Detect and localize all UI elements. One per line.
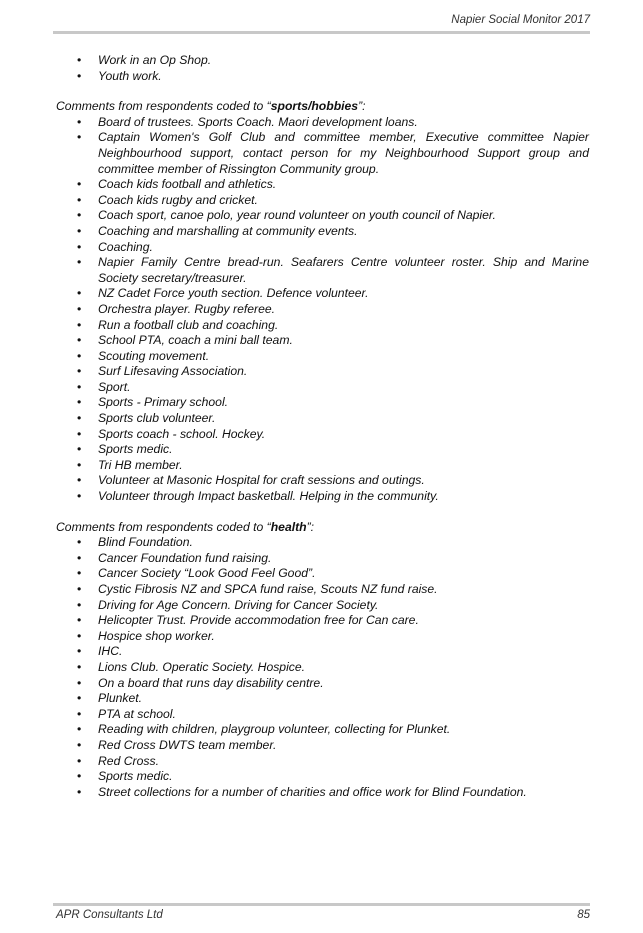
list-item: • IHC. xyxy=(56,644,589,660)
list-item: • Coach kids rugby and cricket. xyxy=(56,193,589,209)
list-item: • Sports club volunteer. xyxy=(56,411,589,427)
header-divider xyxy=(53,31,590,34)
list-item: • Cancer Society “Look Good Feel Good”. xyxy=(56,566,589,582)
document-body xyxy=(56,53,589,800)
list-item: • Captain Women's Golf Club and committee member, Executive committee Napier Neighbourhood support, contact person for my Neighbourhood Support group and committee member of Rissington Community group. xyxy=(56,130,589,177)
section-intro-sports: Comments from respondents coded to “sports/hobbies”: xyxy=(56,99,366,114)
list-item: • Sports medic. xyxy=(56,442,589,458)
category-label: sports/hobbies xyxy=(270,99,359,114)
category-label: health xyxy=(270,519,307,534)
footer-divider xyxy=(53,903,590,906)
list-item: • Tri HB member. xyxy=(56,458,589,474)
list-item: • On a board that runs day disability centre. xyxy=(56,676,589,692)
list-item: • Coaching and marshalling at community events. xyxy=(56,224,589,240)
list-item: • PTA at school. xyxy=(56,707,589,723)
list-item: • Board of trustees. Sports Coach. Maori development loans. xyxy=(56,115,589,131)
list-item: • Youth work. xyxy=(56,69,589,85)
list-item: • Volunteer through Impact basketball. Helping in the community. xyxy=(56,489,589,505)
list-item: • Coach sport, canoe polo, year round volunteer on youth council of Napier. xyxy=(56,208,589,224)
list-item: • Orchestra player. Rugby referee. xyxy=(56,302,589,318)
list-item: • Coach kids football and athletics. xyxy=(56,177,589,193)
health-bullet-list xyxy=(56,535,589,800)
list-item: • Reading with children, playgroup volunteer, collecting for Plunket. xyxy=(56,722,589,738)
top-bullet-list xyxy=(56,53,589,84)
list-item: • Blind Foundation. xyxy=(56,535,589,551)
list-item: • Surf Lifesaving Association. xyxy=(56,364,589,380)
section-intro-health: Comments from respondents coded to “health”: xyxy=(56,519,315,534)
sports-bullet-list xyxy=(56,115,589,505)
list-item: • Volunteer at Masonic Hospital for craft sessions and outings. xyxy=(56,473,589,489)
footer-company: APR Consultants Ltd xyxy=(56,909,163,921)
list-item: • School PTA, coach a mini ball team. xyxy=(56,333,589,349)
header-title: Napier Social Monitor 2017 xyxy=(451,14,590,26)
list-item: • Cystic Fibrosis NZ and SPCA fund raise, Scouts NZ fund raise. xyxy=(56,582,589,598)
list-item: • Scouting movement. xyxy=(56,349,589,365)
list-item: • Helicopter Trust. Provide accommodation free for Can care. xyxy=(56,613,589,629)
list-item: • Napier Family Centre bread-run. Seafarers Centre volunteer roster. Ship and Marine Society secretary/treasurer. xyxy=(56,255,589,286)
list-item: • Cancer Foundation fund raising. xyxy=(56,551,589,567)
list-item: • Sport. xyxy=(56,380,589,396)
list-item: • Red Cross DWTS team member. xyxy=(56,738,589,754)
page-number: 85 xyxy=(577,909,590,921)
list-item: • NZ Cadet Force youth section. Defence volunteer. xyxy=(56,286,589,302)
list-item: • Lions Club. Operatic Society. Hospice. xyxy=(56,660,589,676)
list-item: • Coaching. xyxy=(56,240,589,256)
list-item: • Run a football club and coaching. xyxy=(56,318,589,334)
list-item: • Work in an Op Shop. xyxy=(56,53,589,69)
list-item: • Sports - Primary school. xyxy=(56,395,589,411)
list-item: • Red Cross. xyxy=(56,754,589,770)
list-item: • Sports medic. xyxy=(56,769,589,785)
list-item: • Hospice shop worker. xyxy=(56,629,589,645)
list-item: • Driving for Age Concern. Driving for Cancer Society. xyxy=(56,598,589,614)
list-item: • Plunket. xyxy=(56,691,589,707)
list-item: • Street collections for a number of charities and office work for Blind Foundation. xyxy=(56,785,589,801)
list-item: • Sports coach - school. Hockey. xyxy=(56,427,589,443)
